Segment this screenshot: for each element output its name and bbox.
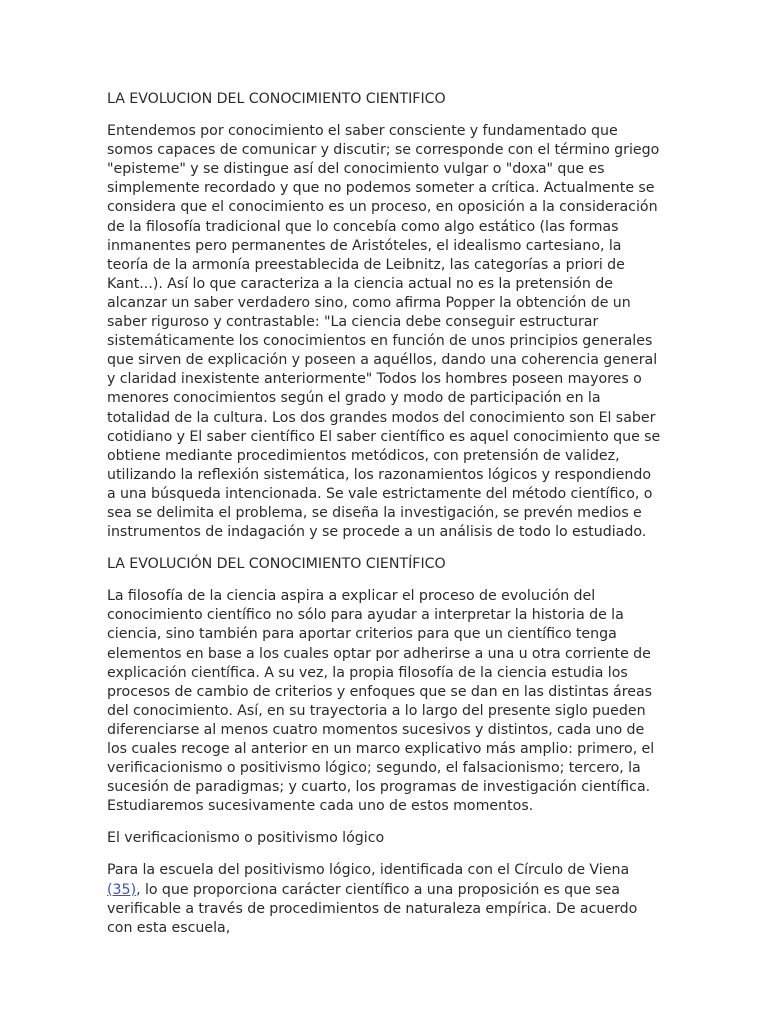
paragraph-3-text-start: Para la escuela del positivismo lógico, identificada con el Círculo de Viena — [107, 862, 630, 879]
footnote-link[interactable]: (35) — [107, 881, 137, 898]
paragraph-3 — [107, 861, 662, 937]
section-heading-3: El verificacionismo o positivismo lógico — [107, 830, 385, 847]
document-body — [107, 90, 662, 938]
paragraph-1: Entendemos por conocimiento el saber consciente y fundamentado que somos capaces de comunicar y discutir; se corresponde con el término griego "episteme" y se distingue así del conocimiento vulgar o "doxa" que es simplemente recordado y que no podemos someter a crítica. Actualmente se considera que el conocimiento es un proceso, en oposición a la consideración de la filosofía tradicional que lo concebía como algo estático (las formas inmanentes pero permanentes de Aristóteles, el idealismo cartesiano, la teoría de la armonía preestablecida de Leibnitz, las categorías a priori de Kant...). Así lo que caracteriza a la ciencia actual no es la pretensión de alcanzar un saber verdadero sino, como afirma Popper la obtención de un saber riguroso y contrastable: "La ciencia debe conseguir estructurar sistemáticamente los conocimientos en función de unos principios generales que sirven de explicación y poseen a aquéllos, dando una coherencia general y claridad inexistente anteriormente" Todos los hombres poseen mayores o menores conocimientos según el grado y modo de participación en la totalidad de la cultura. Los dos grandes modos del conocimiento son El saber cotidiano y El saber científico El saber científico es aquel conocimiento que se obtiene mediante procedimientos metódicos, con pretensión de validez, utilizando la reflexión sistemática, los razonamientos lógicos y respondiendo a una búsqueda intencionada. Se vale estrictamente del método científico, o sea se delimita el problema, se diseña la investigación, se prevén medios e instrumentos de indagación y se procede a un análisis de todo lo estudiado. — [107, 123, 661, 541]
paragraph-2: La filosofía de la ciencia aspira a explicar el proceso de evolución del conocimiento científico no sólo para ayudar a interpretar la historia de la ciencia, sino también para aportar criterios para que un científico tenga elementos en base a los cuales optar por adherirse a una u otra corriente de explicación científica. A su vez, la propia filosofía de la ciencia estudia los procesos de cambio de criterios y enfoques que se dan en las distintas áreas del conocimiento. Así, en su trayectoria a lo largo del presente siglo pueden diferenciarse al menos cuatro momentos sucesivos y distintos, cada uno de los cuales recoge al anterior en un marco explicativo más amplio: primero, el verificacionismo o positivismo lógico; segundo, el falsacionismo; tercero, la sucesión de paradigmas; y cuarto, los programas de investigación científica. Estudiaremos sucesivamente cada uno de estos momentos. — [107, 588, 655, 815]
paragraph-3-text-end: , lo que proporciona carácter científico a una proposición es que sea verificable a través de procedimientos de naturaleza empírica. De acuerdo con esta escuela, — [107, 881, 638, 936]
section-heading-2: LA EVOLUCIÓN DEL CONOCIMIENTO CIENTÍFICO — [107, 556, 446, 573]
section-heading-1: LA EVOLUCION DEL CONOCIMIENTO CIENTIFICO — [107, 91, 446, 107]
